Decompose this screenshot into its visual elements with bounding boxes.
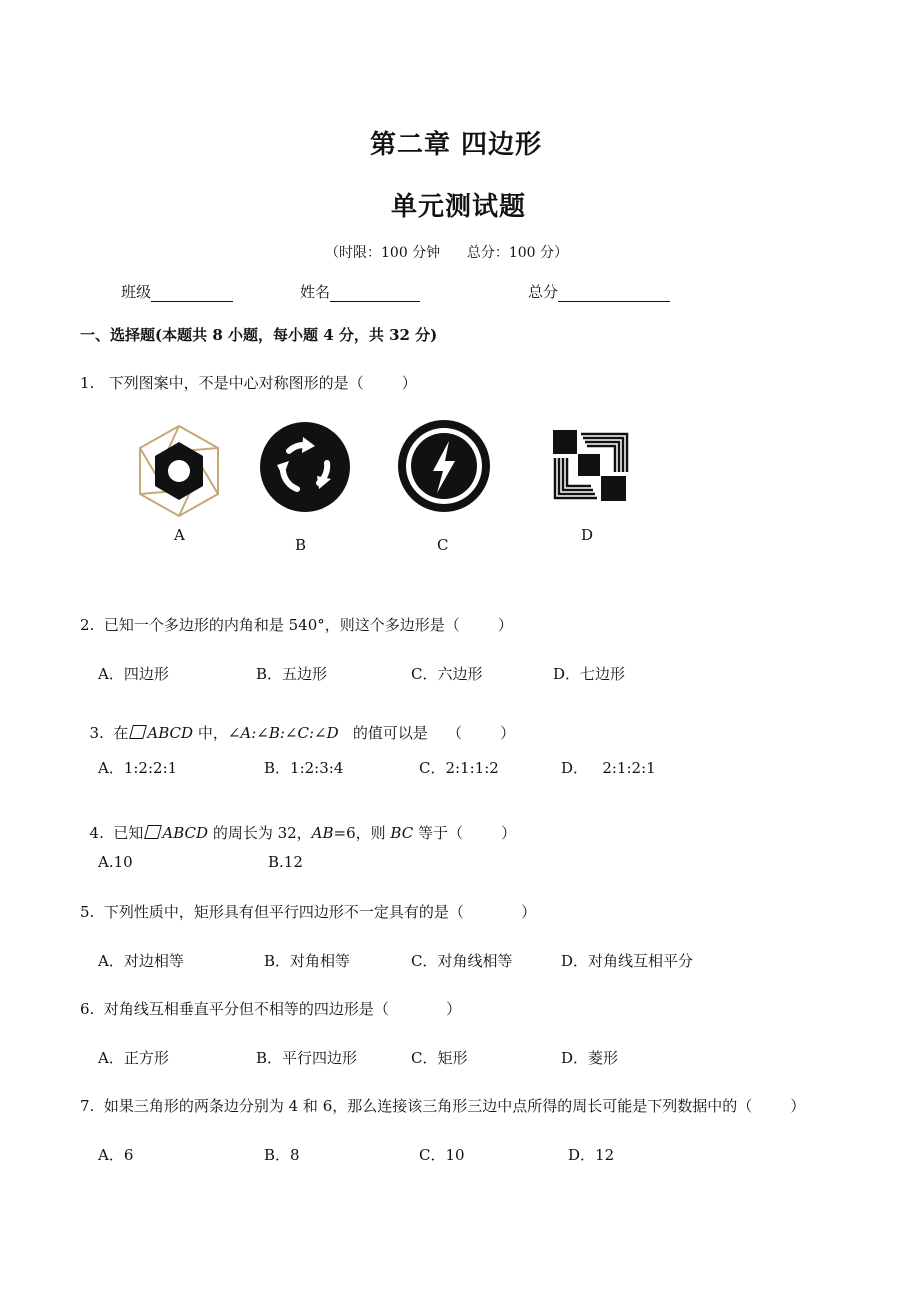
question-5-option-c[interactable]: C．对角线相等 xyxy=(411,952,513,970)
question-6-option-a[interactable]: A．正方形 xyxy=(98,1049,169,1067)
figure-a-label: A xyxy=(174,526,185,544)
recycle-arrows-icon xyxy=(259,421,351,513)
question-3-suffix: 的值可以是 （ ） xyxy=(338,724,516,742)
question-3-option-b[interactable]: B．1:2:3:4 xyxy=(264,759,344,777)
parallelogram-symbol-icon xyxy=(130,725,148,739)
question-4-mid: 的周长为 32， xyxy=(208,824,312,842)
question-7-option-c[interactable]: C．10 xyxy=(419,1146,465,1164)
hexagon-ring-icon xyxy=(130,422,228,520)
question-4-ab: AB xyxy=(311,824,334,842)
question-2-option-b[interactable]: B．五边形 xyxy=(256,665,328,683)
question-6-stem: 6. 对角线互相垂直平分但不相等的四边形是（ ） xyxy=(80,1000,462,1018)
class-label: 班级 xyxy=(121,283,152,301)
figure-b-label: B xyxy=(295,536,307,554)
question-4-option-a[interactable]: A.10 xyxy=(98,853,133,871)
name-label: 姓名 xyxy=(300,283,331,301)
question-7-stem: 7. 如果三角形的两条边分别为 4 和 6，那么连接该三角形三边中点所得的周长可能是下列数据中的（ ） xyxy=(80,1097,806,1115)
question-2-stem: 2. 已知一个多边形的内角和是 540°，则这个多边形是（ ） xyxy=(80,616,513,634)
question-4-option-b[interactable]: B.12 xyxy=(268,853,303,871)
subtitle: （时限：100 分钟 总分：100 分） xyxy=(325,245,569,261)
parallelogram-symbol-icon xyxy=(145,825,163,839)
question-6-option-d[interactable]: D．菱形 xyxy=(561,1049,619,1067)
question-3-ratio: ∠A:∠B:∠C:∠D xyxy=(227,724,339,742)
total-field[interactable] xyxy=(528,281,670,302)
question-5-option-d[interactable]: D．对角线互相平分 xyxy=(561,952,694,970)
question-3-mid: 中， xyxy=(193,724,228,742)
question-3-prefix: 3. 在 xyxy=(89,724,129,742)
question-7-option-a[interactable]: A．6 xyxy=(98,1146,134,1164)
question-3-option-a[interactable]: A．1:2:2:1 xyxy=(98,759,178,777)
question-5-option-a[interactable]: A．对边相等 xyxy=(98,952,184,970)
name-field[interactable] xyxy=(300,281,420,302)
question-4-mid2: =6，则 xyxy=(333,824,391,842)
question-7-option-d[interactable]: D．12 xyxy=(568,1146,615,1164)
class-field[interactable] xyxy=(121,281,233,302)
question-7-option-b[interactable]: B．8 xyxy=(264,1146,300,1164)
question-6-option-c[interactable]: C．矩形 xyxy=(411,1049,468,1067)
chapter-title: 第二章 四边形 xyxy=(370,130,543,160)
section-heading: 一、选择题(本题共 8 小题，每小题 4 分，共 32 分) xyxy=(80,326,438,344)
total-blank[interactable] xyxy=(558,287,670,302)
question-4-prefix: 4. 已知 xyxy=(89,824,144,842)
question-3-shape: ABCD xyxy=(147,724,194,742)
question-4-bc: BC xyxy=(390,824,414,842)
unit-title: 单元测试题 xyxy=(391,192,527,222)
question-5-stem: 5. 下列性质中，矩形具有但平行四边形不一定具有的是（ ） xyxy=(80,903,537,921)
figure-d-label: D xyxy=(581,526,594,544)
question-2-option-d[interactable]: D．七边形 xyxy=(553,665,626,683)
name-blank[interactable] xyxy=(330,287,420,302)
question-5-option-b[interactable]: B．对角相等 xyxy=(264,952,351,970)
question-3-option-c[interactable]: C．2:1:1:2 xyxy=(419,759,499,777)
lightning-circle-icon xyxy=(397,419,491,513)
question-4-stem xyxy=(80,804,516,843)
question-6-option-b[interactable]: B．平行四边形 xyxy=(256,1049,358,1067)
question-2-option-c[interactable]: C．六边形 xyxy=(411,665,483,683)
class-blank[interactable] xyxy=(151,287,233,302)
question-2-option-a[interactable]: A．四边形 xyxy=(98,665,169,683)
question-1-stem: 1. 下列图案中，不是中心对称图形的是（ ） xyxy=(80,374,417,392)
total-label: 总分 xyxy=(528,283,559,301)
question-3-stem xyxy=(80,704,515,743)
question-3-option-d[interactable]: D． 2:1:2:1 xyxy=(561,759,656,777)
question-4-shape: ABCD xyxy=(162,824,209,842)
question-4-suffix: 等于（ ） xyxy=(413,824,517,842)
figure-c-label: C xyxy=(437,536,449,554)
stacked-squares-icon xyxy=(551,428,629,504)
